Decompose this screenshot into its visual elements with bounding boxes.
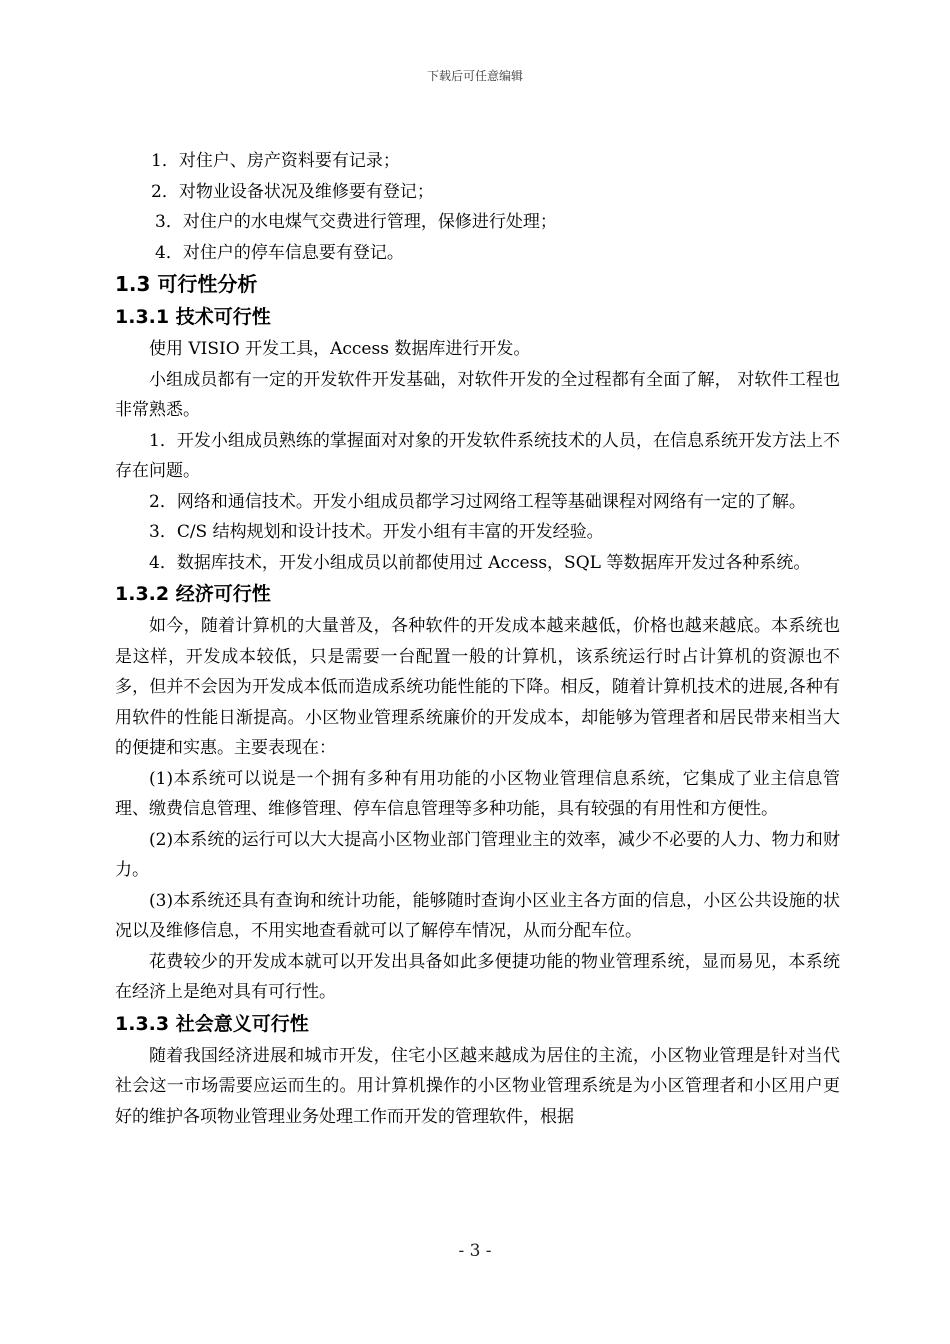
section-heading-1-3-2: 1.3.2 经济可行性 [115, 583, 271, 605]
paragraph: 小组成员都有一定的开发软件开发基础，对软件开发的全过程都有全面了解， 对软件工程也非常熟悉。 [115, 369, 840, 420]
requirement-item-2: 2．对物业设备状况及维修要有登记； [151, 181, 434, 202]
requirement-item-3: 3．对住户的水电煤气交费进行管理，保修进行处理； [155, 212, 557, 232]
paragraph: 花费较少的开发成本就可以开发出具备如此多便捷功能的物业管理系统，显而易见，本系统在经济上是绝对具有可行性。 [115, 951, 840, 1002]
section-heading-1-3: 1.3 可行性分析 [115, 272, 258, 296]
paragraph: (2)本系统的运行可以大大提高小区物业部门管理业主的效率，减少不必要的人力、物力和财力。 [115, 829, 840, 880]
paragraph: 随着我国经济进展和城市开发，住宅小区越来越成为居住的主流，小区物业管理是针对当代社会这一市场需要应运而生的。用计算机操作的小区物业管理系统是为小区管理者和小区用户更好的维护各项物业管理业务处理工作而开发的管理软件，根据 [115, 1045, 840, 1127]
paragraph: 使用 VISIO 开发工具，Access 数据库进行开发。 [149, 339, 531, 359]
header-note: 下载后可任意编辑 [426, 69, 523, 83]
paragraph: (1)本系统可以说是一个拥有多种有用功能的小区物业管理信息系统，它集成了业主信息管理、缴费信息管理、维修管理、停车信息管理等多种功能，具有较强的有用性和方便性。 [115, 768, 840, 819]
section-heading-1-3-1: 1.3.1 技术可行性 [115, 306, 271, 328]
requirement-item-1: 1．对住户、房产资料要有记录； [151, 151, 400, 171]
paragraph: 2．网络和通信技术。开发小组成员都学习过网络工程等基础课程对网络有一定的了解。 [149, 491, 806, 512]
paragraph: 4．数据库技术，开发小组成员以前都使用过 Access，SQL 等数据库开发过各种系统。 [149, 552, 811, 573]
paragraph: 如今，随着计算机的大量普及，各种软件的开发成本越来越低，价格也越来越底。本系统也是这样，开发成本较低，只是需要一台配置一般的计算机，该系统运行时占计算机的资源也不多，但并不会因为开发成本低而造成系统功能性能的下降。相反，随着计算机技术的进展,各种有用软件的性能日渐提高。小区物业管理系统廉价的开发成本，却能够为管理者和居民带来相当大的便捷和实惠。主要表现在： [115, 616, 840, 758]
paragraph: (3)本系统还具有查询和统计功能，能够随时查询小区业主各方面的信息，小区公共设施的状况以及维修信息，不用实地查看就可以了解停车情况，从而分配车位。 [115, 890, 840, 941]
requirement-item-4: 4．对住户的停车信息要有登记。 [155, 242, 404, 263]
page-number: - 3 - [458, 1241, 492, 1261]
section-heading-1-3-3: 1.3.3 社会意义可行性 [115, 1012, 309, 1035]
document-body [115, 146, 840, 1132]
paragraph: 1．开发小组成员熟练的掌握面对对象的开发软件系统技术的人员，在信息系统开发方法上不存在问题。 [115, 430, 840, 481]
paragraph: 3．C/S 结构规划和设计技术。开发小组有丰富的开发经验。 [149, 522, 604, 542]
